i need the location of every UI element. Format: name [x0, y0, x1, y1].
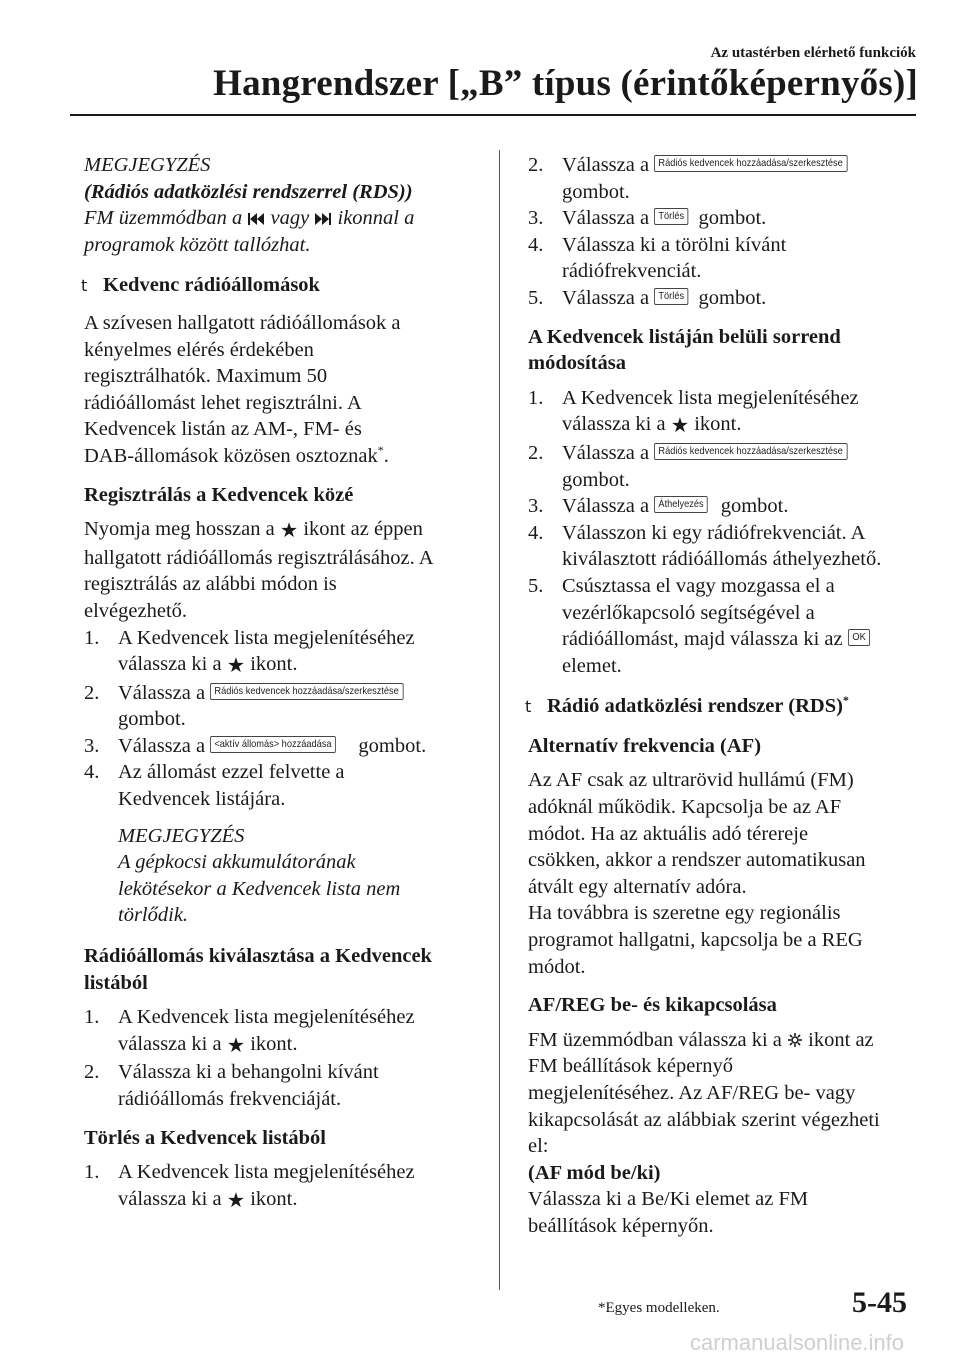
list-item: 3. Válassza a Törlés gombot. [528, 207, 767, 230]
right-column [525, 152, 920, 1240]
list-item: 2. Válassza a Rádiós kedvencek hozzáadása/szerkesztése gombot. [528, 152, 920, 205]
star-icon: ★ [670, 415, 690, 438]
chapter-label: Az utastérben elérhető funkciók [710, 45, 916, 61]
list-item: 2. Válassza a Rádiós kedvencek hozzáadása/szerkesztése gombot. [84, 680, 480, 733]
section-heading-rds: t Rádió adatközlési rendszer (RDS)* [528, 693, 920, 721]
list-item: 4. Válassza ki a törölni kívánt rádiófrekvenciát. [528, 233, 787, 283]
star-icon: ★ [279, 520, 299, 543]
list-item: 2. Válassza ki a behangolni kívánt rádióállomás frekvenciáját. [84, 1061, 379, 1110]
list-item: 2. Válassza a Rádiós kedvencek hozzáadása/szerkesztése gombot. [528, 440, 920, 493]
add-edit-favorites-button[interactable]: Rádiós kedvencek hozzáadása/szerkesztése [654, 155, 847, 172]
gear-icon [787, 1032, 803, 1048]
ok-button[interactable]: OK [848, 629, 870, 646]
add-edit-favorites-button[interactable]: Rádiós kedvencek hozzáadása/szerkesztése [210, 683, 403, 700]
move-button[interactable]: Áthelyezés [654, 496, 708, 513]
star-icon: ★ [226, 655, 246, 678]
note-text: FM üzemmódban a vagy ikonnal a programok között tallózhat. [84, 207, 415, 256]
favorites-intro: A szívesen hallgatott rádióállomások a kényelmes elérés érdekében regisztrálhatók. Maximum 50 rádióállomást lehet regisztrálni. A Kedvencek listán az AM-, FM- és DAB-állomások közösen osztoznak*. [84, 311, 401, 467]
page-number: 5-45 [852, 1286, 907, 1319]
delete-button[interactable]: Törlés [654, 208, 688, 225]
section-marker: t [525, 697, 532, 717]
af-text: Az AF csak az ultrarövid hullámú (FM) adóknál működik. Kapcsolja be az AF módot. Ha az aktuális adó térereje csökken, akkor a rendszer automatikusan átvált egy alternatív adóra. Ha továbbra is szeretne egy regionális programot hallgatni, kapcsolja be a REG módot. [528, 769, 866, 978]
seek-back-icon [247, 212, 265, 226]
register-text: Nyomja meg hosszan a ★ ikont az éppen hallgatott rádióállomás regisztrálásához. A regisztrálás az alábbi módon is elvégezhető. [84, 518, 434, 622]
list-item: 1. A Kedvencek lista megjelenítéséhez válassza ki a ★ ikont. [84, 1159, 480, 1214]
note-battery: MEGJEGYZÉS A gépkocsi akkumulátorának lekötésekor a Kedvencek lista nem törlődik. [118, 824, 401, 927]
header-rule [70, 114, 916, 116]
left-column [81, 152, 480, 1214]
list-item: 3. Válassza a <aktív állomás> hozzáadása gombot. [84, 734, 427, 757]
watermark: carmanualsonline.info [690, 1330, 905, 1355]
subheading-af: Alternatív frekvencia (AF) [528, 734, 762, 757]
afreg-text: FM üzemmódban válassza ki a ikont az FM beállítások képernyő megjelenítéséhez. Az AF/REG be- vagy kikapcsolását az alábbiak szerint végezheti el: [528, 1028, 880, 1158]
delete-button[interactable]: Törlés [654, 288, 688, 305]
footnote: *Egyes modelleken. [598, 1300, 720, 1316]
list-item: 5. Válassza a Törlés gombot. [528, 286, 767, 309]
page-title: Hangrendszer [„B” típus (érintőképernyős)] [213, 63, 918, 104]
subheading-register: Regisztrálás a Kedvencek közé [84, 483, 354, 506]
section-marker: t [81, 276, 88, 296]
subheading-order: A Kedvencek listáján belüli sorrend módosítása [528, 325, 841, 375]
star-icon: ★ [226, 1189, 246, 1212]
list-item: 1. A Kedvencek lista megjelenítéséhez válassza ki a ★ ikont. [84, 1004, 480, 1059]
note-subtitle: (Rádiós adatközlési rendszerrel (RDS)) [84, 180, 413, 203]
seek-forward-icon [314, 212, 332, 226]
list-item: 3. Válassza a Áthelyezés gombot. [528, 495, 789, 518]
list-item: 4. Válasszon ki egy rádiófrekvenciát. A kiválasztott rádióállomás áthelyezhető. [528, 521, 882, 571]
subheading-delete: Törlés a Kedvencek listából [84, 1126, 327, 1149]
subheading-afreg: AF/REG be- és kikapcsolása [528, 994, 777, 1017]
add-edit-favorites-button[interactable]: Rádiós kedvencek hozzáadása/szerkesztése [654, 443, 847, 460]
list-item: 5. Csúsztassa el vagy mozgassa el a vezérlőkapcsoló segítségével a rádióállomást, majd válassza ki az OK elemet. [528, 573, 920, 679]
subheading-select: Rádióállomás kiválasztása a Kedvencek listából [84, 945, 432, 994]
section-heading-favorites: t Kedvenc rádióállomások [84, 272, 480, 300]
star-icon: ★ [226, 1034, 246, 1057]
add-active-station-button[interactable]: <aktív állomás> hozzáadása [210, 736, 336, 753]
list-item: 4. Az állomást ezzel felvette a Kedvencek listájára. [84, 761, 345, 811]
column-divider [499, 150, 500, 1290]
list-item: 1. A Kedvencek lista megjelenítéséhez válassza ki a ★ ikont. [84, 625, 480, 680]
note-title: MEGJEGYZÉS [84, 154, 211, 176]
af-mode-text: Válassza ki a Be/Ki elemet az FM beállítások képernyőn. [528, 1188, 809, 1237]
subheading-af-mode: (AF mód be/ki) [528, 1161, 661, 1184]
list-item: 1. A Kedvencek lista megjelenítéséhez válassza ki a ★ ikont. [528, 385, 920, 440]
